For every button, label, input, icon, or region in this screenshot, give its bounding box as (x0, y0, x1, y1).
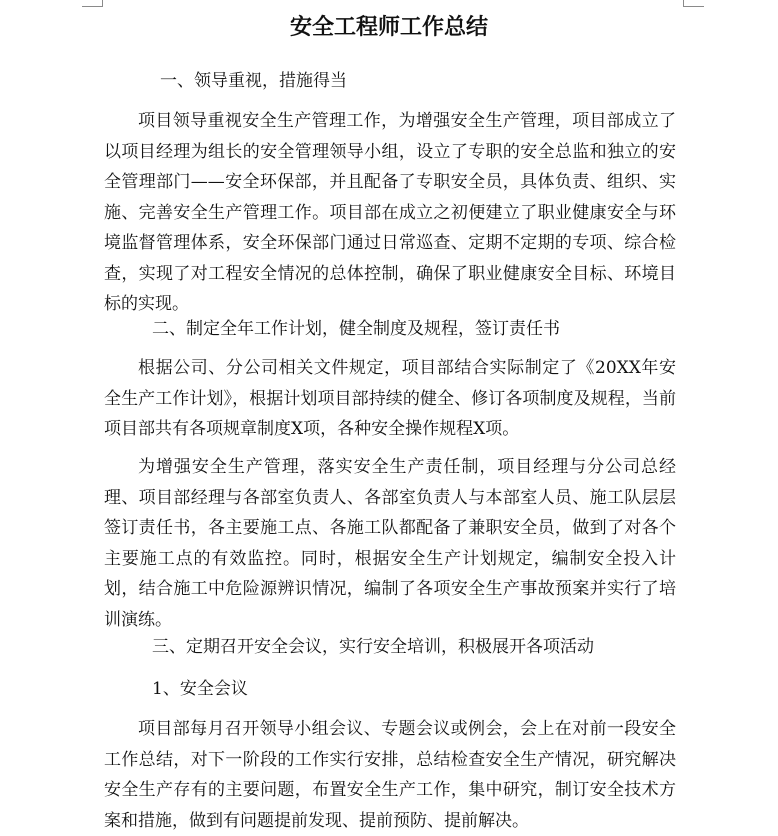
document-title: 安全工程师工作总结 (289, 15, 488, 40)
page-corner-mark-left (82, 0, 103, 7)
paragraph-2: 根据公司、分公司相关文件规定，项目部结合实际制定了《20XX年安全生产工作计划》，根据计划项目部持续的健全、修订各项制度及规程，当前项目部共有各项规章制度X项，各种安全操作规程X项。 (104, 358, 676, 439)
page-corner-mark-right (683, 0, 704, 7)
section-heading-2: 二、制定全年工作计划，健全制度及规程，签订责任书 (152, 319, 560, 339)
paragraph-3: 为增强安全生产管理，落实安全生产责任制，项目经理与分公司总经理、项目部经理与各部室负责人、各部室负责人与本部室人员、施工队层层签订责任书，各主要施工点、各施工队都配备了兼职安全员，做到了对各个主要施工点的有效监控。同时，根据安全生产计划规定，编制安全投入计划，结合施工中危险源辨识情况，编制了各项安全生产事故预案并实行了培训演练。 (104, 457, 676, 630)
paragraph-1: 项目领导重视安全生产管理工作，为增强安全生产管理，项目部成立了以项目经理为组长的安全管理领导小组，设立了专职的安全总监和独立的安全管理部门——安全环保部，并且配备了专职安全员，具体负责、组织、实施、完善安全生产管理工作。项目部在成立之初便建立了职业健康安全与环境监督管理体系，安全环保部门通过日常巡查、定期不定期的专项、综合检查，实现了对工程安全情况的总体控制，确保了职业健康安全目标、环境目标的实现。 (104, 111, 676, 314)
section-heading-3: 三、定期召开安全会议，实行安全培训，积极展开各项活动 (152, 637, 594, 657)
paragraph-4: 项目部每月召开领导小组会议、专题会议或例会，会上在对前一段安全工作总结，对下一阶段的工作实行安排，总结检查安全生产情况，研究解决安全生产存有的主要问题，布置安全生产工作，集中研究，制订安全技术方案和措施，做到有问题提前发现、提前预防、提前解决。 (104, 719, 676, 831)
section-heading-1: 一、领导重视，措施得当 (160, 71, 347, 91)
subsection-heading-3-1: 1、安全会议 (152, 679, 248, 699)
